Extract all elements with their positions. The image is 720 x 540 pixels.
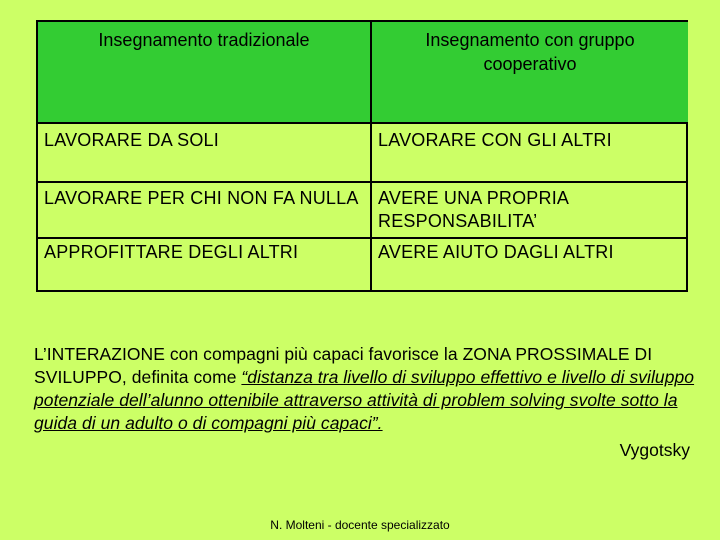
row-3-cooperative: AVERE AIUTO DAGLI ALTRI <box>378 242 614 262</box>
table-cell <box>372 124 688 181</box>
row-divider <box>38 237 688 239</box>
paragraph-intro: L’INTERAZIONE con compagni più capaci favorisce la ZONA PROSSIMALE DI SVILUPPO, definita come <box>34 344 653 387</box>
row-1-traditional: LAVORARE DA SOLI <box>44 130 219 150</box>
table-cell <box>372 183 688 237</box>
quote-author: Vygotsky <box>619 440 690 460</box>
row-1-cooperative: LAVORARE CON GLI ALTRI <box>378 130 612 150</box>
header-traditional <box>38 22 370 122</box>
definition-paragraph <box>34 343 714 435</box>
row-2-traditional: LAVORARE PER CHI NON FA NULLA <box>44 188 359 208</box>
table-cell <box>38 124 370 181</box>
header-cooperative <box>372 22 688 122</box>
row-divider <box>38 181 688 183</box>
header-cooperative-label: Insegnamento con gruppo cooperativo <box>425 30 635 74</box>
row-3-traditional: APPROFITTARE DEGLI ALTRI <box>44 242 299 262</box>
column-divider <box>370 22 372 290</box>
row-2-cooperative: AVERE UNA PROPRIA RESPONSABILITA’ <box>378 188 569 231</box>
vygotsky-quote: “distanza tra livello di sviluppo effettivo e livello di sviluppo potenziale dell’alunno ottenibile attraverso attività di problem solving svolte sotto la guida di un adulto o di compagni più capaci”. <box>34 367 695 433</box>
row-divider <box>38 122 688 124</box>
footer-credit: N. Molteni - docente specializzato <box>270 518 450 532</box>
table-cell <box>38 239 370 290</box>
header-traditional-label: Insegnamento tradizionale <box>98 30 310 50</box>
table-cell <box>372 239 688 290</box>
table-cell <box>38 183 370 237</box>
comparison-table <box>36 20 688 292</box>
